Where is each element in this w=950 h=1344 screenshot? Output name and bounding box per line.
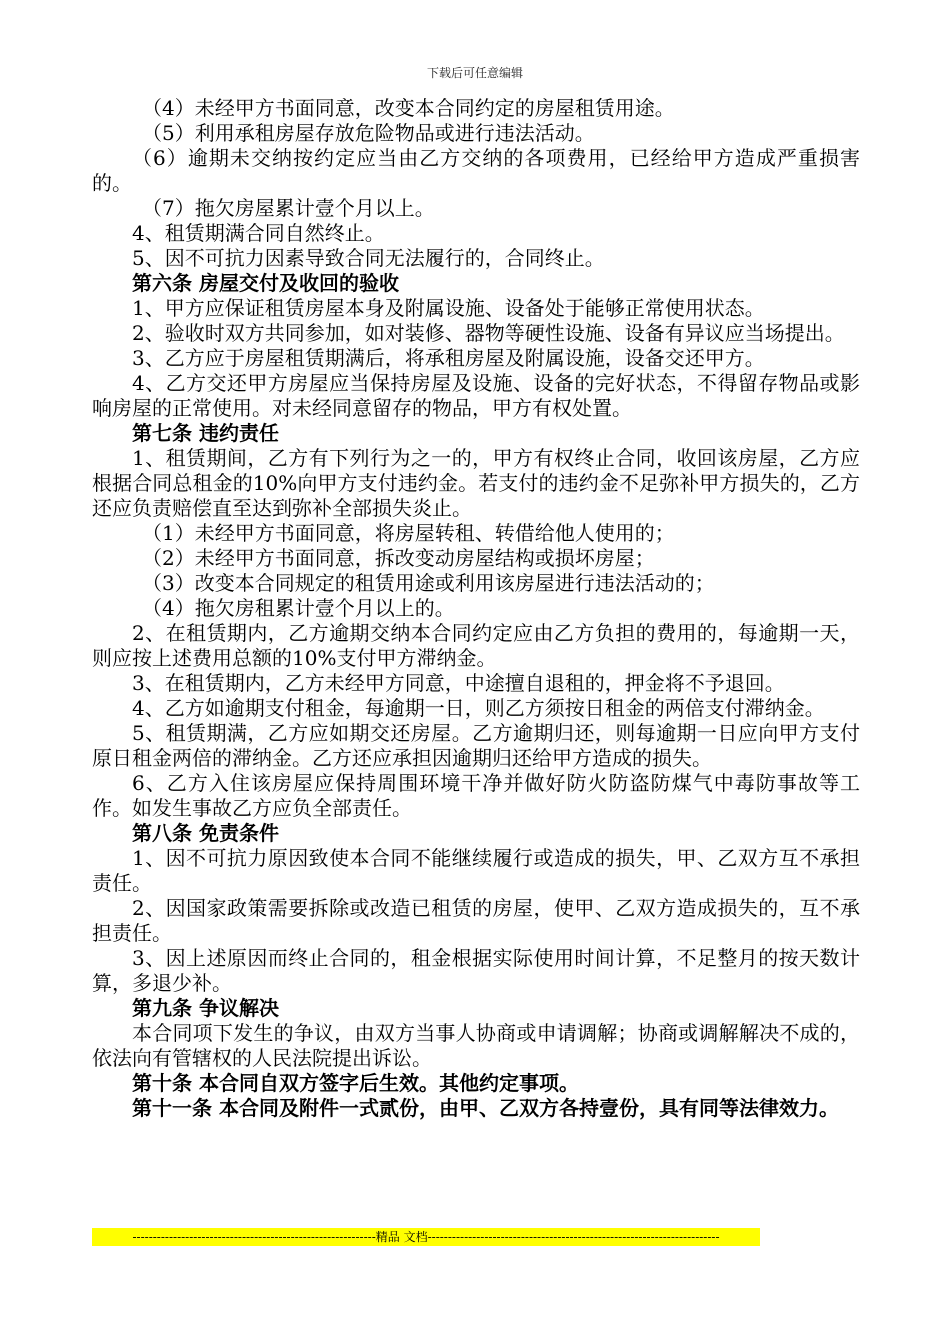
clause-paragraph: 3、在租赁期内，乙方未经甲方同意，中途擅自退租的，押金将不予退回。	[132, 671, 785, 695]
clause-paragraph: 4、乙方如逾期支付租金，每逾期一日，则乙方须按日租金的两倍支付滞纳金。	[132, 696, 825, 720]
section-heading: 第十条 本合同自双方签字后生效。其他约定事项。	[132, 1071, 579, 1095]
section-heading: 第七条 违约责任	[132, 421, 279, 445]
document-body	[92, 96, 860, 1121]
section-heading: 第十一条 本合同及附件一式贰份，由甲、乙双方各持壹份，具有同等法律效力。	[132, 1096, 839, 1120]
clause-paragraph: （6）逾期未交纳按约定应当由乙方交纳的各项费用，已经给甲方造成严重损害的。	[92, 146, 860, 195]
clause-paragraph: 6、乙方入住该房屋应保持周围环境干净并做好防火防盗防煤气中毒防事故等工作。如发生事故乙方应负全部责任。	[92, 771, 860, 820]
clause-item: （4）未经甲方书面同意，改变本合同约定的房屋租赁用途。	[142, 96, 675, 120]
clause-paragraph: 3、因上述原因而终止合同的，租金根据实际使用时间计算，不足整月的按天数计算，多退少补。	[92, 946, 860, 995]
footer-dashes-left: ------------------------------------------------------------	[132, 1230, 376, 1244]
clause-item: （3）改变本合同规定的租赁用途或利用该房屋进行违法活动的；	[142, 571, 715, 595]
clause-paragraph: 1、因不可抗力原因致使本合同不能继续履行或造成的损失，甲、乙双方互不承担责任。	[92, 846, 860, 895]
clause-item: （5）利用承租房屋存放危险物品或进行违法活动。	[142, 121, 595, 145]
clause-item: （1）未经甲方书面同意，将房屋转租、转借给他人使用的；	[142, 521, 675, 545]
clause-item: （7）拖欠房屋累计壹个月以上。	[142, 196, 435, 220]
clause-item: （4）拖欠房租累计壹个月以上的。	[142, 596, 455, 620]
clause-paragraph: 4、乙方交还甲方房屋应当保持房屋及设施、设备的完好状态，不得留存物品或影响房屋的正常使用。对未经同意留存的物品，甲方有权处置。	[92, 371, 860, 420]
section-heading: 第六条 房屋交付及收回的验收	[132, 271, 399, 295]
clause-paragraph: 5、租赁期满，乙方应如期交还房屋。乙方逾期归还，则每逾期一日应向甲方支付原日租金两倍的滞纳金。乙方还应承担因逾期归还给甲方造成的损失。	[92, 721, 860, 770]
clause-paragraph: 2、在租赁期内，乙方逾期交纳本合同约定应由乙方负担的费用的，每逾期一天，则应按上述费用总额的10%支付甲方滞纳金。	[92, 621, 860, 670]
section-heading: 第九条 争议解决	[132, 996, 279, 1020]
clause-paragraph: 4、租赁期满合同自然终止。	[132, 221, 385, 245]
clause-paragraph: 本合同项下发生的争议，由双方当事人协商或申请调解；协商或调解解决不成的，依法向有管辖权的人民法院提出诉讼。	[92, 1021, 860, 1070]
clause-paragraph: 1、租赁期间，乙方有下列行为之一的，甲方有权终止合同，收回该房屋，乙方应根据合同总租金的10%向甲方支付违约金。若支付的违约金不足弥补甲方损失的，乙方还应负责赔偿直至达到弥补全部损失炎止。	[92, 446, 860, 520]
clause-paragraph: 2、验收时双方共同参加，如对装修、器物等硬性设施、设备有异议应当场提出。	[132, 321, 845, 345]
clause-paragraph: 1、甲方应保证租赁房屋本身及附属设施、设备处于能够正常使用状态。	[132, 296, 765, 320]
clause-paragraph: 2、因国家政策需要拆除或改造已租赁的房屋，使甲、乙双方造成损失的，互不承担责任。	[92, 896, 860, 945]
footer-banner	[92, 1228, 760, 1246]
footer-dashes-right: ------------------------------------------------------------------------	[427, 1230, 720, 1244]
footer-label: 精品 文档	[375, 1230, 428, 1244]
clause-item: （2）未经甲方书面同意，拆改变动房屋结构或损坏房屋；	[142, 546, 655, 570]
clause-paragraph: 3、乙方应于房屋租赁期满后，将承租房屋及附属设施，设备交还甲方。	[132, 346, 765, 370]
clause-paragraph: 5、因不可抗力因素导致合同无法履行的，合同终止。	[132, 246, 605, 270]
page-header: 下载后可任意编辑	[426, 66, 523, 80]
section-heading: 第八条 免责条件	[132, 821, 279, 845]
